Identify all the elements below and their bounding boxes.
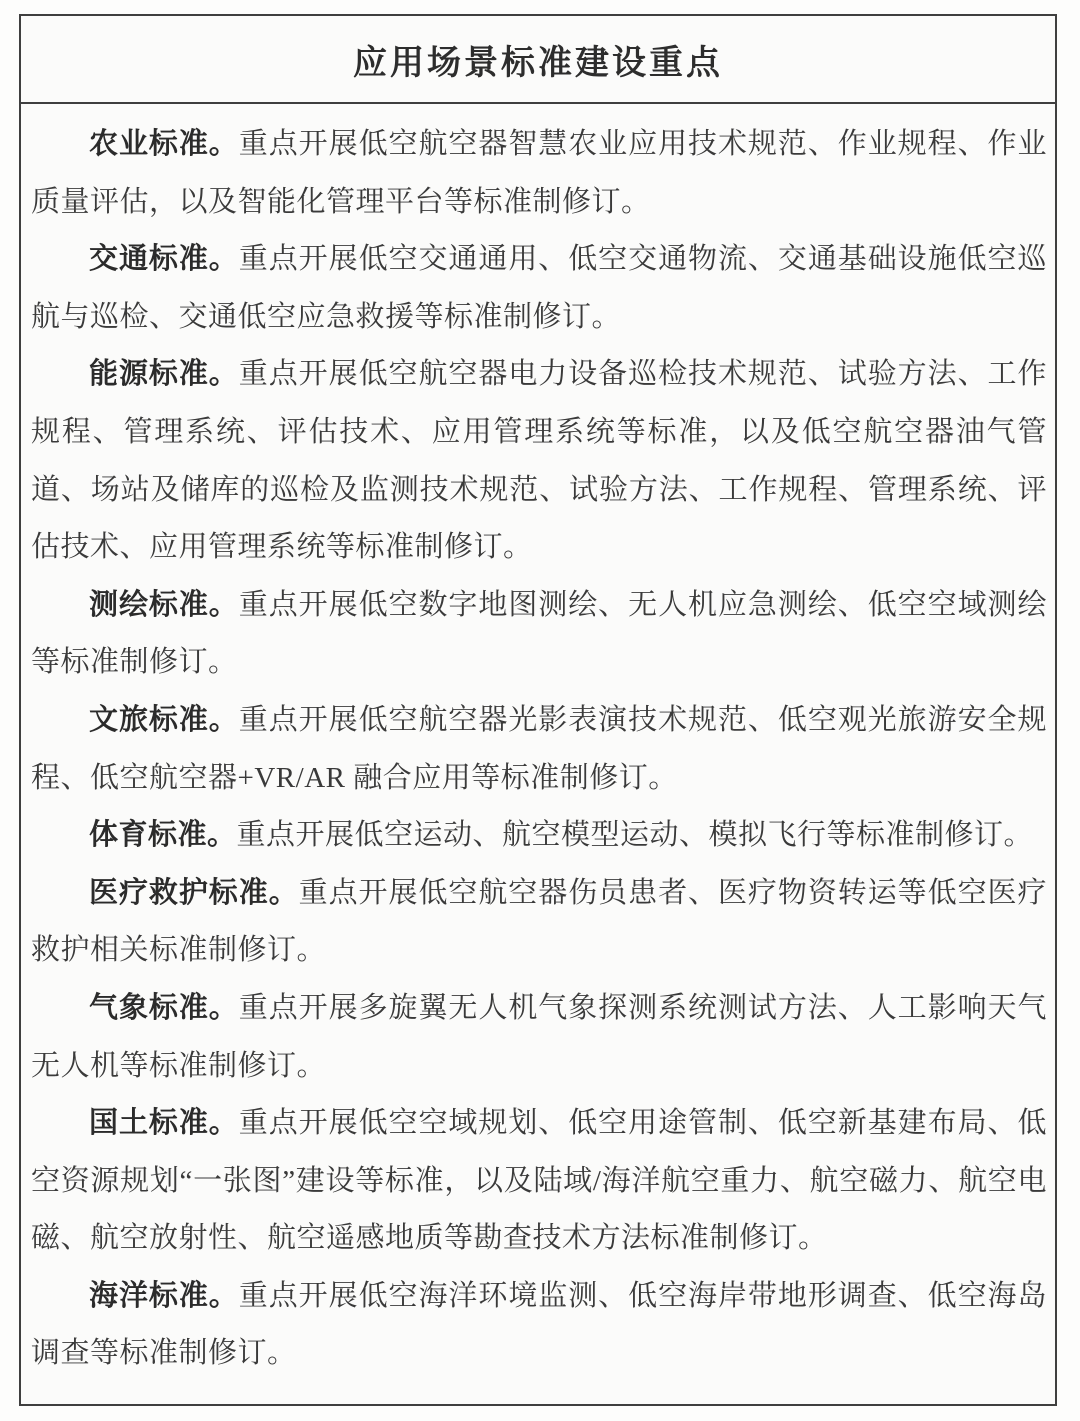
para-meteorology-standards — [31, 980, 1047, 1095]
para-lead: 测绘标准。 — [89, 588, 239, 621]
document-title-row — [21, 16, 1055, 104]
para-lead: 国土标准。 — [89, 1107, 239, 1140]
para-text: 重点开展低空交通通用、低空交通物流、交通基础设施低空巡航与巡检、交通低空应急救援等标准制修订。 — [31, 243, 1047, 333]
para-transport-standards — [31, 231, 1047, 346]
document-border-box — [19, 14, 1057, 1406]
para-surveying-standards — [31, 577, 1047, 692]
para-text: 重点开展多旋翼无人机气象探测系统测试方法、人工影响天气无人机等标准制修订。 — [31, 991, 1047, 1082]
para-text: 重点开展低空空域规划、低空用途管制、低空新基建布局、低空资源规划“一张图”建设等标准，以及陆域/海洋航空重力、航空磁力、航空电磁、航空放射性、航空遥感地质等勘查技术方法标准制修订。 — [31, 1107, 1047, 1255]
para-sports-standards — [31, 807, 1047, 865]
para-culture-tourism-standards — [31, 692, 1047, 807]
para-marine-standards — [31, 1268, 1047, 1383]
para-lead: 交通标准。 — [89, 243, 239, 276]
para-text: 重点开展低空航空器光影表演技术规范、低空观光旅游安全规程、低空航空器+VR/AR 融合应用等标准制修订。 — [31, 703, 1047, 794]
para-text: 重点开展低空航空器电力设备巡检技术规范、试验方法、工作规程、管理系统、评估技术、应用管理系统等标准，以及低空航空器油气管道、场站及储库的巡检及监测技术规范、试验方法、工作规程、管理系统、评估技术、应用管理系统等标准制修订。 — [31, 358, 1047, 564]
para-medical-rescue-standards — [31, 865, 1047, 980]
para-agriculture-standards — [31, 116, 1047, 231]
para-lead: 海洋标准。 — [89, 1279, 239, 1312]
para-text: 重点开展低空航空器智慧农业应用技术规范、作业规程、作业质量评估，以及智能化管理平台等标准制修订。 — [31, 128, 1047, 218]
para-lead: 体育标准。 — [89, 819, 237, 852]
para-lead: 文旅标准。 — [89, 703, 239, 736]
para-land-standards — [31, 1095, 1047, 1268]
para-energy-standards — [31, 346, 1047, 576]
document-title: 应用场景标准建设重点 — [353, 43, 723, 82]
para-lead: 农业标准。 — [89, 128, 239, 160]
para-lead: 医疗救护标准。 — [89, 876, 299, 909]
document-body — [21, 104, 1055, 1383]
para-text: 重点开展低空航空器伤员患者、医疗物资转运等低空医疗救护相关标准制修订。 — [31, 876, 1047, 967]
para-text: 重点开展低空运动、航空模型运动、模拟飞行等标准制修订。 — [236, 819, 1034, 852]
para-text: 重点开展低空数字地图测绘、无人机应急测绘、低空空域测绘等标准制修订。 — [31, 588, 1047, 679]
para-text: 重点开展低空海洋环境监测、低空海岸带地形调查、低空海岛调查等标准制修订。 — [31, 1279, 1047, 1370]
para-lead: 气象标准。 — [89, 991, 239, 1024]
para-lead: 能源标准。 — [89, 358, 239, 391]
